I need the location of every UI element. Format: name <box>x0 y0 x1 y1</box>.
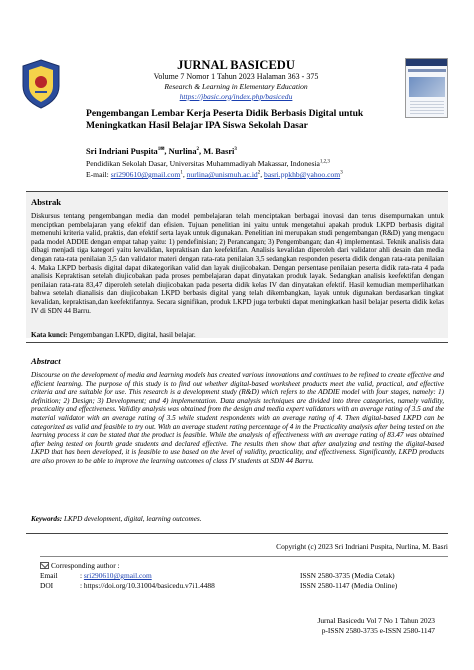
email-link-1[interactable]: sri290610@gmail.com <box>110 170 181 179</box>
corresponding-label: Corresponding author : <box>51 561 120 570</box>
corresponding-email-link[interactable]: sri290610@gmail.com <box>83 571 152 580</box>
footer-journal-line: Jurnal Basicedu Vol 7 No 1 Tahun 2023 <box>317 616 435 625</box>
abstrak-keywords <box>31 331 444 340</box>
journal-header <box>86 58 386 101</box>
abstrak-keywords-label: Kata kunci: <box>31 331 68 339</box>
email-2-sup: 2 <box>257 170 261 176</box>
author-3-sup: 3 <box>234 147 237 153</box>
divider-bottom <box>26 533 448 534</box>
doi-row <box>40 581 215 590</box>
email-row-label: Email <box>40 571 58 580</box>
abstract-heading: Abstract <box>31 356 61 366</box>
abstract-keywords-text: LKPD development, digital, learning outcomes. <box>62 515 202 523</box>
author-3: , M. Basri <box>199 147 235 156</box>
email-row <box>40 571 152 580</box>
issn-online: ISSN 2580-1147 (Media Online) <box>300 581 398 590</box>
page-footer <box>260 616 435 635</box>
journal-volume: Volume 7 Nomor 1 Tahun 2023 Halaman 363 - 375 <box>153 72 319 81</box>
email-1-sup: 1 <box>180 170 183 176</box>
paper-authors <box>86 147 426 157</box>
doi-row-label: DOI <box>40 581 54 590</box>
paper-title: Pengembangan Lembar Kerja Peserta Didik Berbasis Digital untuk Meningkatkan Hasil Belajar IPA Siswa Sekolah Dasar <box>86 108 364 131</box>
author-emails: E-mail: sri290610@gmail.com$^1$, $nurlina@unismuh.ac.id^2$, basri.ppkhb@yahoo.com$^3$ <box>86 170 343 179</box>
journal-subtitle: Research & Learning in Elementary Education <box>164 82 308 91</box>
abstract-keywords-label: Keywords: <box>31 515 63 523</box>
abstrak-heading: Abstrak <box>31 197 62 207</box>
email-link-2[interactable]: nurlina@unismuh.ac.id <box>186 170 258 179</box>
abstract-keywords <box>31 515 444 524</box>
abstract-body: Discourse on the development of media and learning models has created various innovations and continues to be refined to create effective and efficient learning. The purpose of this study is to find out whether digital-based worksheet products meet the valid, practical, and effective criteria and are suitable for use. This research is a development study (R&D) which refers to the ADDIE model with four stages, namely: 1) definition; 2) Design; 3) Development; and 4) implementation. Data analysis techniques are divided into three categories, namely validity, practicality and effectiveness. Validity analysis was obtained from the design and media expert validators with an average rating of 3.5 and the material validator with an average rating of 3.5 while student respondents with an average rating of 4. Then digital-based LKPD can be categorized as valid and feasible to try out. With an average student rating percentage of 4 in the Practicality analysis after being tested on the learning process it can be stated that the product is feasible. While the analysis of effectiveness with an average rating of 83.47 was obtained after being tested on fourth grade students and declared effective. The results then show that after analyzing and testing the digital-based LKPD that has been developed, it is feasible to use based on the level of validity, practicality, and effectiveness. Significantly, LKPD products are also proven to be able to improve the learning outcomes of class IV students at SDN 44 Barru. <box>31 371 444 465</box>
abstrak-body: Diskursus tentang pengembangan media dan model pembelajaran telah menciptakan berbagai inovasi dan terus disempurnakan untuk menciptkan pembelajaran yang efektif dan efisien. Tujuan penelitian ini yaitu untuk mengetahui apakah produk LKPD berbasis digital memenuhi kriteria valid, praktis, dan efektif serta layak untuk digunakan. Penelitian ini merupakan studi pengembangan (R&D) yang mengacu pada model ADDIE dengan empat tahap yaitu: 1) pendefinisian; 2) Perancangan; 3) Pengembangan; dan 4) implementasi. Teknik analisis data dibagi menjadi tiga kategori yaitu kevalidan, kepraktisan dan keefektifan. Analisis kevalidan diperoleh dari validator ahli desain dan media dengan rata-rata penilaian 3,5 dan validator materi dengan rata-rata penilaian 3,5 sedangkan responden peserta didik dengan rata-rata penilaian 4. Maka LKPD berbasis digital dapat dikategorikan valid dan layak diujicobakan. Dengan persentase penilaian peserta didik rata-rata 4 pada analisis Kepraktisan setelah diujicobakan pada proses pembelajaran dapat dinyatakan produk layak. Sedangkan analisis keefektifan dengan penilaian rata-rata 83,47 diperoleh setelah diujicobakan pada peserta didik kelas IV dan dinyatakan efektif. Hasil kemudian memperlihatkan bahwa setelah dianalisis dan diujicobakan LKPD berbasis digital yang telah dikembangkan, layak untuk digunakan berdasarkan tingkat kevalidan, kepraktisan,dan keefektifannya. Secara signifikan, produk LKPD juga terbukti dapat meningkatkan hasil belajar peserta didik kelas IV di SDN 44 Barru. <box>31 212 444 315</box>
affiliation-sup: 1,2,3 <box>319 159 330 165</box>
divider-middle <box>26 342 448 343</box>
issn-print: ISSN 2580-3735 (Media Cetak) <box>300 571 395 580</box>
author-1-sup: 1✉ <box>157 147 165 153</box>
footer-issn-line: p-ISSN 2580-3735 e-ISSN 2580-1147 <box>321 625 435 635</box>
author-2: , Nurlina <box>164 147 197 156</box>
email-link-3[interactable]: basri.ppkhb@yahoo.com <box>264 170 341 179</box>
email-label: E-mail: <box>86 170 111 179</box>
affiliation <box>86 159 446 169</box>
email-row-sep: : <box>80 571 83 580</box>
journal-title: JURNAL BASICEDU <box>177 58 295 72</box>
corresponding-author <box>40 561 120 570</box>
journal-url-link[interactable]: https://jbasic.org/index.php/basicedu <box>179 91 293 101</box>
doi-link[interactable]: https://doi.org/10.31004/basicedu.v7i1.4488 <box>83 581 215 590</box>
university-logo <box>17 58 65 120</box>
affiliation-text: Pendidikan Sekolah Dasar, Universitas Muhammadiyah Makassar, Indonesia <box>86 159 320 168</box>
envelope-icon <box>40 562 49 569</box>
divider-footnote <box>40 556 448 557</box>
email-3-sup: 3 <box>340 170 343 176</box>
author-2-sup: 2 <box>196 147 200 153</box>
journal-cover-thumbnail <box>405 58 448 118</box>
copyright-notice: Copyright (c) 2023 Sri Indriani Puspita, Nurlina, M. Basri <box>276 542 448 551</box>
abstrak-keywords-text: Pengembangan LKPD, digital, hasil belajar. <box>67 331 196 339</box>
author-1: Sri Indriani Puspita <box>86 147 158 156</box>
doi-row-sep: : <box>80 581 83 590</box>
